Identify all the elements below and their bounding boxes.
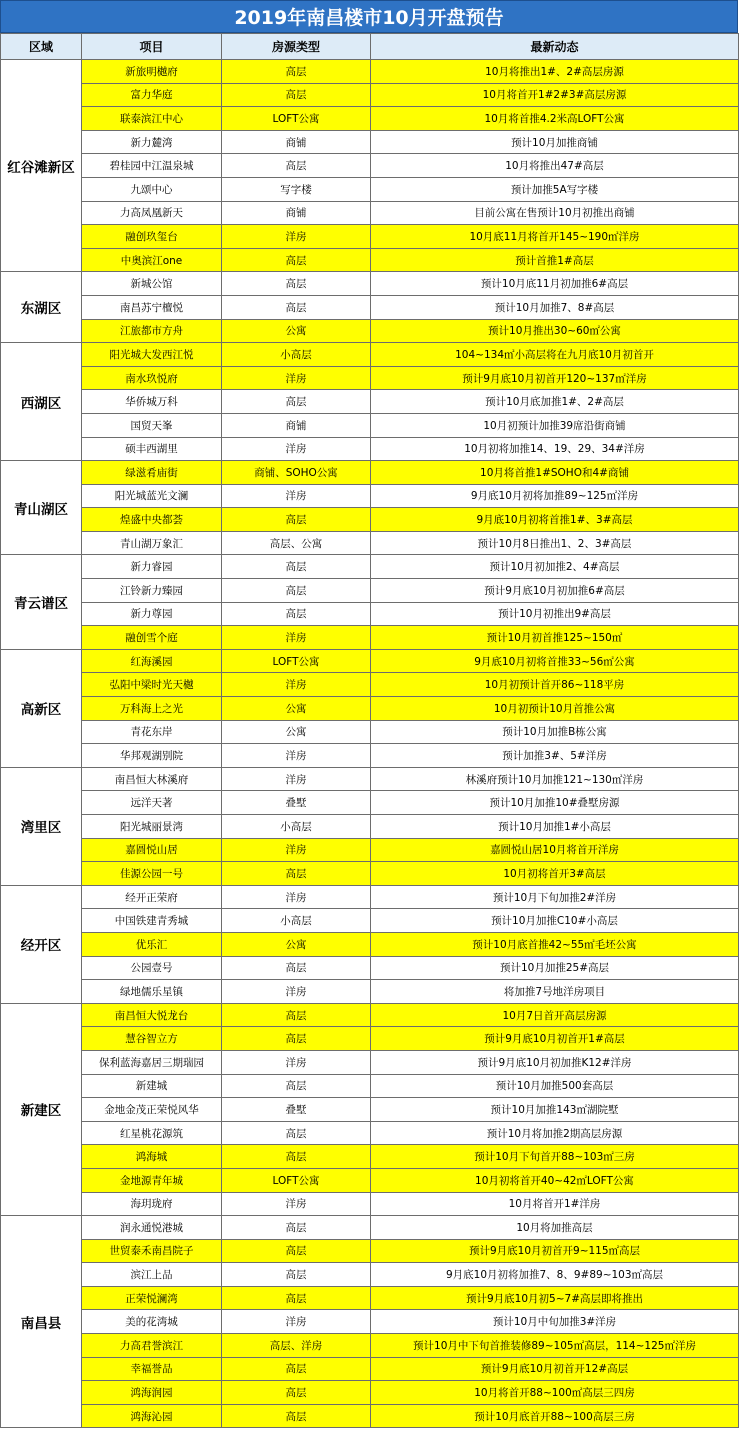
- table-row: [1, 1216, 739, 1240]
- project-cell: 佳源公园一号: [82, 862, 222, 886]
- table-row: [1, 1027, 739, 1051]
- table-row: [1, 980, 739, 1004]
- project-cell: 九颂中心: [82, 177, 222, 201]
- news-cell: 104~134㎡小高层将在九月底10月初首开: [371, 343, 739, 367]
- project-cell: 新力尊园: [82, 602, 222, 626]
- project-cell: 正荣悦澜湾: [82, 1286, 222, 1310]
- type-cell: 高层: [222, 1003, 371, 1027]
- table-row: [1, 1239, 739, 1263]
- project-cell: 青花东岸: [82, 720, 222, 744]
- news-cell: 预计10月初加推2、4#高层: [371, 555, 739, 579]
- region-cell: 东湖区: [1, 272, 82, 343]
- news-cell: 预计10月底11月初加推6#高层: [371, 272, 739, 296]
- project-cell: 绿地儒乐星镇: [82, 980, 222, 1004]
- type-cell: 高层: [222, 272, 371, 296]
- table-row: [1, 319, 739, 343]
- type-cell: 洋房: [222, 437, 371, 461]
- news-cell: 预计加推3#、5#洋房: [371, 744, 739, 768]
- project-cell: 远洋天著: [82, 791, 222, 815]
- project-cell: 中国铁建青秀城: [82, 909, 222, 933]
- project-cell: 力高君誉滨江: [82, 1334, 222, 1358]
- news-cell: 10月将加推高层: [371, 1216, 739, 1240]
- type-cell: 高层: [222, 1121, 371, 1145]
- table-row: [1, 932, 739, 956]
- table-row: [1, 177, 739, 201]
- news-cell: 预计10月加推25#高层: [371, 956, 739, 980]
- type-cell: 高层: [222, 1239, 371, 1263]
- type-cell: 高层: [222, 1357, 371, 1381]
- type-cell: 高层: [222, 1216, 371, 1240]
- type-cell: 高层: [222, 1027, 371, 1051]
- table-row: [1, 1098, 739, 1122]
- type-cell: 洋房: [222, 885, 371, 909]
- news-cell: 预计10月底加推1#、2#高层: [371, 390, 739, 414]
- project-cell: 保利蓝海嘉居三期瑞园: [82, 1050, 222, 1074]
- region-cell: 南昌县: [1, 1216, 82, 1428]
- table-row: [1, 1074, 739, 1098]
- project-cell: 国贸天峯: [82, 413, 222, 437]
- news-cell: 9月底10月初将首推33~56㎡公寓: [371, 649, 739, 673]
- table-body: [1, 60, 739, 1428]
- type-cell: 高层: [222, 579, 371, 603]
- project-cell: 滨江上品: [82, 1263, 222, 1287]
- project-cell: 力高凤凰新天: [82, 201, 222, 225]
- news-cell: 预计10月下旬首开88~103㎡三房: [371, 1145, 739, 1169]
- news-cell: 预计10月中下旬首推装修89~105㎡高层，114~125㎡洋房: [371, 1334, 739, 1358]
- table-row: [1, 697, 739, 721]
- presale-table: [0, 33, 739, 1428]
- project-cell: 红海溪园: [82, 649, 222, 673]
- news-cell: 预计首推1#高层: [371, 248, 739, 272]
- project-cell: 融创玖玺台: [82, 225, 222, 249]
- news-cell: 预计9月底10月初加推6#高层: [371, 579, 739, 603]
- table-row: [1, 1050, 739, 1074]
- project-cell: 新旅明樾府: [82, 60, 222, 84]
- project-cell: 幸福誉品: [82, 1357, 222, 1381]
- project-cell: 南昌苏宁檀悦: [82, 295, 222, 319]
- news-cell: 10月初预计10月首推公寓: [371, 697, 739, 721]
- type-cell: 叠墅: [222, 791, 371, 815]
- type-cell: 高层: [222, 295, 371, 319]
- news-cell: 10月将首开1#2#3#高层房源: [371, 83, 739, 107]
- region-cell: 新建区: [1, 1003, 82, 1215]
- news-cell: 10月初将首开40~42㎡LOFT公寓: [371, 1168, 739, 1192]
- news-cell: 目前公寓在售预计10月初推出商铺: [371, 201, 739, 225]
- type-cell: 高层: [222, 390, 371, 414]
- project-cell: 阳光城大发西江悦: [82, 343, 222, 367]
- type-cell: 高层: [222, 248, 371, 272]
- type-cell: 高层: [222, 862, 371, 886]
- project-cell: 海玥珑府: [82, 1192, 222, 1216]
- project-cell: 鸿海沁园: [82, 1404, 222, 1428]
- project-cell: 优乐汇: [82, 932, 222, 956]
- news-cell: 预计10月底首开88~100高层三房: [371, 1404, 739, 1428]
- project-cell: 世贸泰禾南昌院子: [82, 1239, 222, 1263]
- project-cell: 阳光城丽景湾: [82, 815, 222, 839]
- type-cell: 洋房: [222, 1192, 371, 1216]
- type-cell: 高层: [222, 956, 371, 980]
- type-cell: LOFT公寓: [222, 1168, 371, 1192]
- news-cell: 预计9月底10月初首开12#高层: [371, 1357, 739, 1381]
- type-cell: 高层: [222, 1074, 371, 1098]
- table-row: [1, 1404, 739, 1428]
- table-row: [1, 154, 739, 178]
- project-cell: 南昌恒大林溪府: [82, 767, 222, 791]
- project-cell: 华侨城万科: [82, 390, 222, 414]
- table-row: [1, 107, 739, 131]
- type-cell: 商铺: [222, 130, 371, 154]
- type-cell: 高层、洋房: [222, 1334, 371, 1358]
- type-cell: 小高层: [222, 815, 371, 839]
- table-row: [1, 60, 739, 84]
- table-row: [1, 956, 739, 980]
- project-cell: 南水玖悦府: [82, 366, 222, 390]
- type-cell: 小高层: [222, 343, 371, 367]
- table-row: [1, 815, 739, 839]
- table-row: [1, 579, 739, 603]
- project-cell: 经开正荣府: [82, 885, 222, 909]
- news-cell: 预计10月下旬加推2#洋房: [371, 885, 739, 909]
- project-cell: 新建城: [82, 1074, 222, 1098]
- type-cell: 洋房: [222, 744, 371, 768]
- type-cell: 高层: [222, 83, 371, 107]
- project-cell: 联泰滨江中心: [82, 107, 222, 131]
- news-cell: 预计9月底10月初首开9~115㎡高层: [371, 1239, 739, 1263]
- header-project: 项目: [82, 34, 222, 60]
- table-row: [1, 744, 739, 768]
- news-cell: 10月初将首开3#高层: [371, 862, 739, 886]
- type-cell: 高层: [222, 1263, 371, 1287]
- table-row: [1, 838, 739, 862]
- project-cell: 鸿海城: [82, 1145, 222, 1169]
- table-row: [1, 720, 739, 744]
- news-cell: 预计10月加推商铺: [371, 130, 739, 154]
- table-row: [1, 437, 739, 461]
- table-row: [1, 1310, 739, 1334]
- type-cell: 高层: [222, 1145, 371, 1169]
- type-cell: 高层: [222, 60, 371, 84]
- project-cell: 江铃新力臻园: [82, 579, 222, 603]
- type-cell: 高层: [222, 508, 371, 532]
- table-row: [1, 602, 739, 626]
- table-row: [1, 862, 739, 886]
- type-cell: 商铺: [222, 413, 371, 437]
- type-cell: 洋房: [222, 980, 371, 1004]
- type-cell: 洋房: [222, 225, 371, 249]
- table-row: [1, 1168, 739, 1192]
- table-row: [1, 295, 739, 319]
- page-title: 2019年南昌楼市10月开盘预告: [0, 0, 738, 33]
- news-cell: 林溪府预计10月加推121~130㎡洋房: [371, 767, 739, 791]
- project-cell: 融创雪个庭: [82, 626, 222, 650]
- type-cell: 商铺、SOHO公寓: [222, 461, 371, 485]
- news-cell: 10月将首开88~100㎡高层三四房: [371, 1381, 739, 1405]
- type-cell: LOFT公寓: [222, 107, 371, 131]
- type-cell: 洋房: [222, 626, 371, 650]
- project-cell: 南昌恒大悦龙台: [82, 1003, 222, 1027]
- news-cell: 预计9月底10月初首开120~137㎡洋房: [371, 366, 739, 390]
- table-row: [1, 885, 739, 909]
- news-cell: 预计9月底10月初首开1#高层: [371, 1027, 739, 1051]
- region-cell: 红谷滩新区: [1, 60, 82, 272]
- type-cell: LOFT公寓: [222, 649, 371, 673]
- header-type: 房源类型: [222, 34, 371, 60]
- project-cell: 万科海上之光: [82, 697, 222, 721]
- table-row: [1, 555, 739, 579]
- type-cell: 洋房: [222, 767, 371, 791]
- type-cell: 叠墅: [222, 1098, 371, 1122]
- news-cell: 10月将首推4.2米高LOFT公寓: [371, 107, 739, 131]
- table-row: [1, 1381, 739, 1405]
- news-cell: 将加推7号地洋房项目: [371, 980, 739, 1004]
- news-cell: 预计10月推出30~60㎡公寓: [371, 319, 739, 343]
- type-cell: 公寓: [222, 319, 371, 343]
- project-cell: 煌盛中央都荟: [82, 508, 222, 532]
- news-cell: 10月将首推1#SOHO和4#商铺: [371, 461, 739, 485]
- table-row: [1, 390, 739, 414]
- type-cell: 高层: [222, 1404, 371, 1428]
- type-cell: 高层: [222, 555, 371, 579]
- project-cell: 江旅都市方舟: [82, 319, 222, 343]
- table-row: [1, 484, 739, 508]
- project-cell: 美的花湾城: [82, 1310, 222, 1334]
- project-cell: 红星桃花源筑: [82, 1121, 222, 1145]
- news-cell: 10月将推出1#、2#高层房源: [371, 60, 739, 84]
- table-row: [1, 1192, 739, 1216]
- table-row: [1, 248, 739, 272]
- table-row: [1, 366, 739, 390]
- news-cell: 预计9月底10月初5~7#高层即将推出: [371, 1286, 739, 1310]
- project-cell: 金地源青年城: [82, 1168, 222, 1192]
- news-cell: 预计10月8日推出1、2、3#高层: [371, 531, 739, 555]
- header-region: 区域: [1, 34, 82, 60]
- type-cell: 高层、公寓: [222, 531, 371, 555]
- table-row: [1, 201, 739, 225]
- table-row: [1, 1334, 739, 1358]
- type-cell: 洋房: [222, 673, 371, 697]
- table-row: [1, 508, 739, 532]
- news-cell: 预计10月中旬加推3#洋房: [371, 1310, 739, 1334]
- table-row: [1, 1263, 739, 1287]
- type-cell: 写字楼: [222, 177, 371, 201]
- news-cell: 9月底10月初将首推1#、3#高层: [371, 508, 739, 532]
- type-cell: 公寓: [222, 720, 371, 744]
- project-cell: 阳光城蓝光文澜: [82, 484, 222, 508]
- news-cell: 10月底11月将首开145~190㎡洋房: [371, 225, 739, 249]
- news-cell: 预计10月初推出9#高层: [371, 602, 739, 626]
- project-cell: 华邦观湖别院: [82, 744, 222, 768]
- header-row: [1, 34, 739, 60]
- table-row: [1, 909, 739, 933]
- type-cell: 商铺: [222, 201, 371, 225]
- type-cell: 高层: [222, 1381, 371, 1405]
- type-cell: 洋房: [222, 838, 371, 862]
- news-cell: 预计10月加推7、8#高层: [371, 295, 739, 319]
- table-row: [1, 1357, 739, 1381]
- type-cell: 洋房: [222, 1310, 371, 1334]
- project-cell: 新力麓湾: [82, 130, 222, 154]
- table-row: [1, 130, 739, 154]
- news-cell: 预计10月加推1#小高层: [371, 815, 739, 839]
- project-cell: 绿滋肴庙街: [82, 461, 222, 485]
- project-cell: 慧谷智立方: [82, 1027, 222, 1051]
- project-cell: 新城公馆: [82, 272, 222, 296]
- news-cell: 预计10月初首推125~150㎡: [371, 626, 739, 650]
- table-row: [1, 1145, 739, 1169]
- project-cell: 新力睿园: [82, 555, 222, 579]
- news-cell: 10月将推出47#高层: [371, 154, 739, 178]
- table-row: [1, 767, 739, 791]
- table-row: [1, 531, 739, 555]
- type-cell: 高层: [222, 154, 371, 178]
- news-cell: 预计10月底首推42~55㎡毛坯公寓: [371, 932, 739, 956]
- news-cell: 预计10月将加推2期高层房源: [371, 1121, 739, 1145]
- project-cell: 富力华庭: [82, 83, 222, 107]
- news-cell: 10月7日首开高层房源: [371, 1003, 739, 1027]
- news-cell: 嘉圆悦山居10月将首开洋房: [371, 838, 739, 862]
- table-row: [1, 413, 739, 437]
- table-row: [1, 626, 739, 650]
- region-cell: 高新区: [1, 649, 82, 767]
- type-cell: 公寓: [222, 932, 371, 956]
- news-cell: 预计10月加推B栋公寓: [371, 720, 739, 744]
- table-row: [1, 649, 739, 673]
- project-cell: 碧桂园中江温泉城: [82, 154, 222, 178]
- news-cell: 10月初预计首开86~118平房: [371, 673, 739, 697]
- table-row: [1, 1121, 739, 1145]
- table-row: [1, 225, 739, 249]
- project-cell: 青山湖万象汇: [82, 531, 222, 555]
- type-cell: 洋房: [222, 484, 371, 508]
- project-cell: 硕丰西湖里: [82, 437, 222, 461]
- news-cell: 预计10月加推10#叠墅房源: [371, 791, 739, 815]
- table-row: [1, 461, 739, 485]
- news-cell: 9月底10月初将加推89~125㎡洋房: [371, 484, 739, 508]
- table-row: [1, 791, 739, 815]
- type-cell: 公寓: [222, 697, 371, 721]
- news-cell: 10月将首开1#洋房: [371, 1192, 739, 1216]
- news-cell: 预计9月底10月初加推K12#洋房: [371, 1050, 739, 1074]
- table-row: [1, 83, 739, 107]
- table-row: [1, 1286, 739, 1310]
- type-cell: 洋房: [222, 366, 371, 390]
- region-cell: 青云谱区: [1, 555, 82, 649]
- table-row: [1, 343, 739, 367]
- news-cell: 预计10月加推C10#小高层: [371, 909, 739, 933]
- table-row: [1, 673, 739, 697]
- news-cell: 10月初将加推14、19、29、34#洋房: [371, 437, 739, 461]
- news-cell: 预计10月加推500套高层: [371, 1074, 739, 1098]
- header-news: 最新动态: [371, 34, 739, 60]
- project-cell: 鸿海润园: [82, 1381, 222, 1405]
- project-cell: 弘阳中梁时光天樾: [82, 673, 222, 697]
- type-cell: 洋房: [222, 1050, 371, 1074]
- news-cell: 预计加推5A写字楼: [371, 177, 739, 201]
- region-cell: 青山湖区: [1, 461, 82, 555]
- news-cell: 预计10月加推143㎡湖院墅: [371, 1098, 739, 1122]
- table-row: [1, 1003, 739, 1027]
- project-cell: 嘉圆悦山居: [82, 838, 222, 862]
- news-cell: 9月底10月初将加推7、8、9#89~103㎡高层: [371, 1263, 739, 1287]
- project-cell: 金地金茂正荣悦风华: [82, 1098, 222, 1122]
- project-cell: 润永通悦港城: [82, 1216, 222, 1240]
- region-cell: 湾里区: [1, 767, 82, 885]
- project-cell: 中奥滨江one: [82, 248, 222, 272]
- project-cell: 公园壹号: [82, 956, 222, 980]
- region-cell: 经开区: [1, 885, 82, 1003]
- type-cell: 高层: [222, 602, 371, 626]
- table-row: [1, 272, 739, 296]
- news-cell: 10月初预计加推39席沿街商铺: [371, 413, 739, 437]
- region-cell: 西湖区: [1, 343, 82, 461]
- type-cell: 高层: [222, 1286, 371, 1310]
- type-cell: 小高层: [222, 909, 371, 933]
